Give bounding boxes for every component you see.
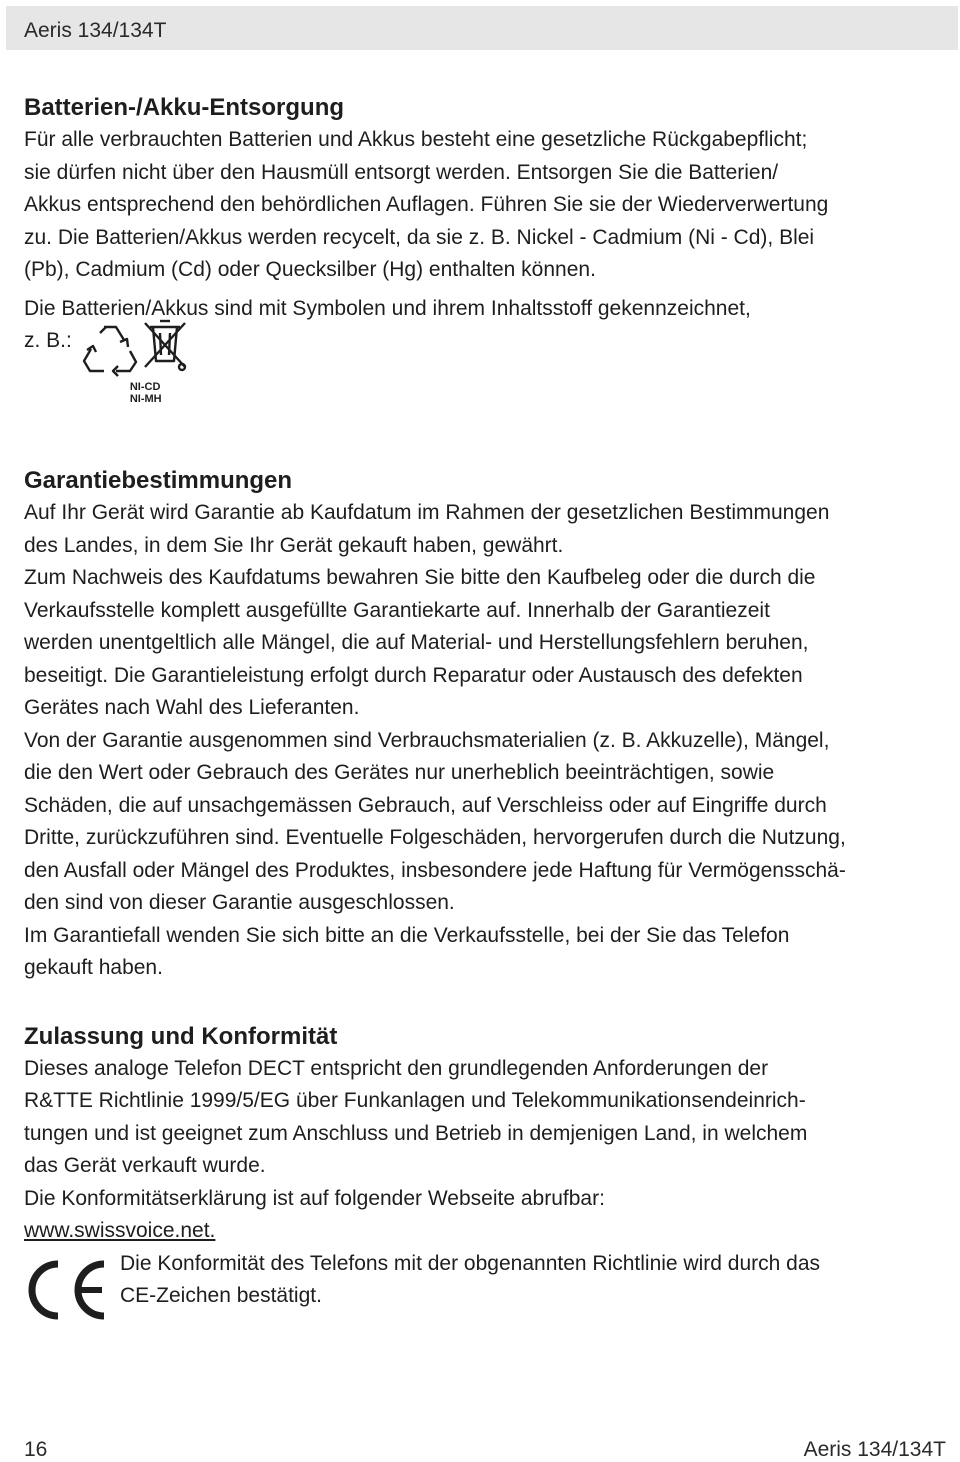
warranty-line: Schäden, die auf unsachgemässen Gebrauch, auf Verschleiss oder auf Eingriffe durch xyxy=(24,793,827,817)
warranty-line: werden unentgeltlich alle Mängel, die auf Material- und Herstellungsfehlern beruhen, xyxy=(24,631,809,654)
battery-line: sie dürfen nicht über den Hausmüll entsorgt werden. Entsorgen Sie die Batterien/ xyxy=(24,160,779,184)
ce-row xyxy=(24,1248,944,1322)
header-title: Aeris 134/134T xyxy=(24,19,167,42)
warranty-line: Von der Garantie ausgenommen sind Verbrauchsmaterialien (z. B. Akkuzelle), Mängel, xyxy=(24,728,830,752)
ce-text xyxy=(120,1248,940,1313)
battery-line: Für alle verbrauchten Batterien und Akkus besteht eine gesetzliche Rückgabepflicht; xyxy=(24,128,808,151)
conformity-section xyxy=(24,1021,944,1322)
warranty-line: Zum Nachweis des Kaufdatums bewahren Sie bitte den Kaufbeleg oder die durch die xyxy=(24,566,816,589)
recycling-icon xyxy=(80,321,140,377)
warranty-line: die den Wert oder Gebrauch des Gerätes nur unerheblich beeinträchtigen, sowie xyxy=(24,761,775,784)
symbol-label-nicd: NI-CD xyxy=(129,381,161,393)
warranty-heading: Garantiebestimmungen xyxy=(24,467,293,494)
symbol-label-nimh: NI-MH xyxy=(129,393,162,405)
battery-line: zu. Die Batterien/Akkus werden recycelt, da sie z. B. Nickel - Cadmium (Ni - Cd), Blei xyxy=(24,225,815,249)
conformity-line: Die Konformitätserklärung ist auf folgender Webseite abrufbar: xyxy=(24,1186,605,1210)
conformity-line: das Gerät verkauft wurde. xyxy=(24,1154,266,1177)
battery-line: Akkus entsprechend den behördlichen Auflagen. Führen Sie sie der Wiederverwertung xyxy=(24,193,829,216)
website-link[interactable]: www.swissvoice.net. xyxy=(24,1219,216,1242)
warranty-line: den Ausfall oder Mängel des Produktes, insbesondere jede Haftung für Vermögensschä- xyxy=(24,858,846,882)
conformity-line: Dieses analoge Telefon DECT entspricht den grundlegenden Anforderungen der xyxy=(24,1056,769,1080)
battery-symbols xyxy=(80,319,190,419)
warranty-line: Im Garantiefall wenden Sie sich bitte an die Verkaufsstelle, bei der Sie das Telefon xyxy=(24,923,790,947)
warranty-line: beseitigt. Die Garantieleistung erfolgt durch Reparatur oder Austausch des defekten xyxy=(24,663,803,687)
warranty-line: gekauft haben. xyxy=(24,956,163,979)
battery-heading: Batterien-/Akku-Entsorgung xyxy=(24,94,345,121)
symbols-row xyxy=(24,325,944,431)
symbols-prefix: z. B.: xyxy=(24,329,72,352)
footer-model: Aeris 134/134T xyxy=(803,1438,946,1461)
crossed-bin-icon xyxy=(142,317,188,375)
battery-section xyxy=(24,92,944,431)
warranty-line: Auf Ihr Gerät wird Garantie ab Kaufdatum im Rahmen der gesetzlichen Bestimmungen xyxy=(24,501,830,524)
page-content xyxy=(24,92,944,1322)
warranty-line: des Landes, in dem Sie Ihr Gerät gekauft haben, gewährt. xyxy=(24,533,564,557)
page-number: 16 xyxy=(24,1438,48,1461)
conformity-line: tungen und ist geeignet zum Anschluss und Betrieb in demjenigen Land, in welchem xyxy=(24,1121,808,1145)
ce-line: CE-Zeichen bestätigt. xyxy=(120,1284,322,1307)
warranty-line: Dritte, zurückzuführen sind. Eventuelle Folgeschäden, hervorgerufen durch die Nutzung, xyxy=(24,826,846,849)
warranty-section xyxy=(24,465,944,985)
page-header xyxy=(6,6,958,50)
conformity-line: R&TTE Richtlinie 1999/5/EG über Funkanlagen und Telekommunikationsendeinrich- xyxy=(24,1089,806,1112)
warranty-line: Gerätes nach Wahl des Lieferanten. xyxy=(24,696,360,719)
conformity-heading: Zulassung und Konformität xyxy=(24,1022,338,1050)
warranty-line: Verkaufsstelle komplett ausgefüllte Garantiekarte auf. Innerhalb der Garantiezeit xyxy=(24,598,770,622)
battery-line: (Pb), Cadmium (Cd) oder Quecksilber (Hg) enthalten können. xyxy=(24,258,596,281)
ce-mark-icon xyxy=(24,1258,110,1322)
ce-line: Die Konformität des Telefons mit der obgenannten Richtlinie wird durch das xyxy=(120,1251,820,1275)
warranty-line: den sind von dieser Garantie ausgeschlossen. xyxy=(24,891,455,914)
symbols-description: Die Batterien/Akkus sind mit Symbolen und ihrem Inhaltsstoff gekennzeichnet, xyxy=(24,296,751,320)
